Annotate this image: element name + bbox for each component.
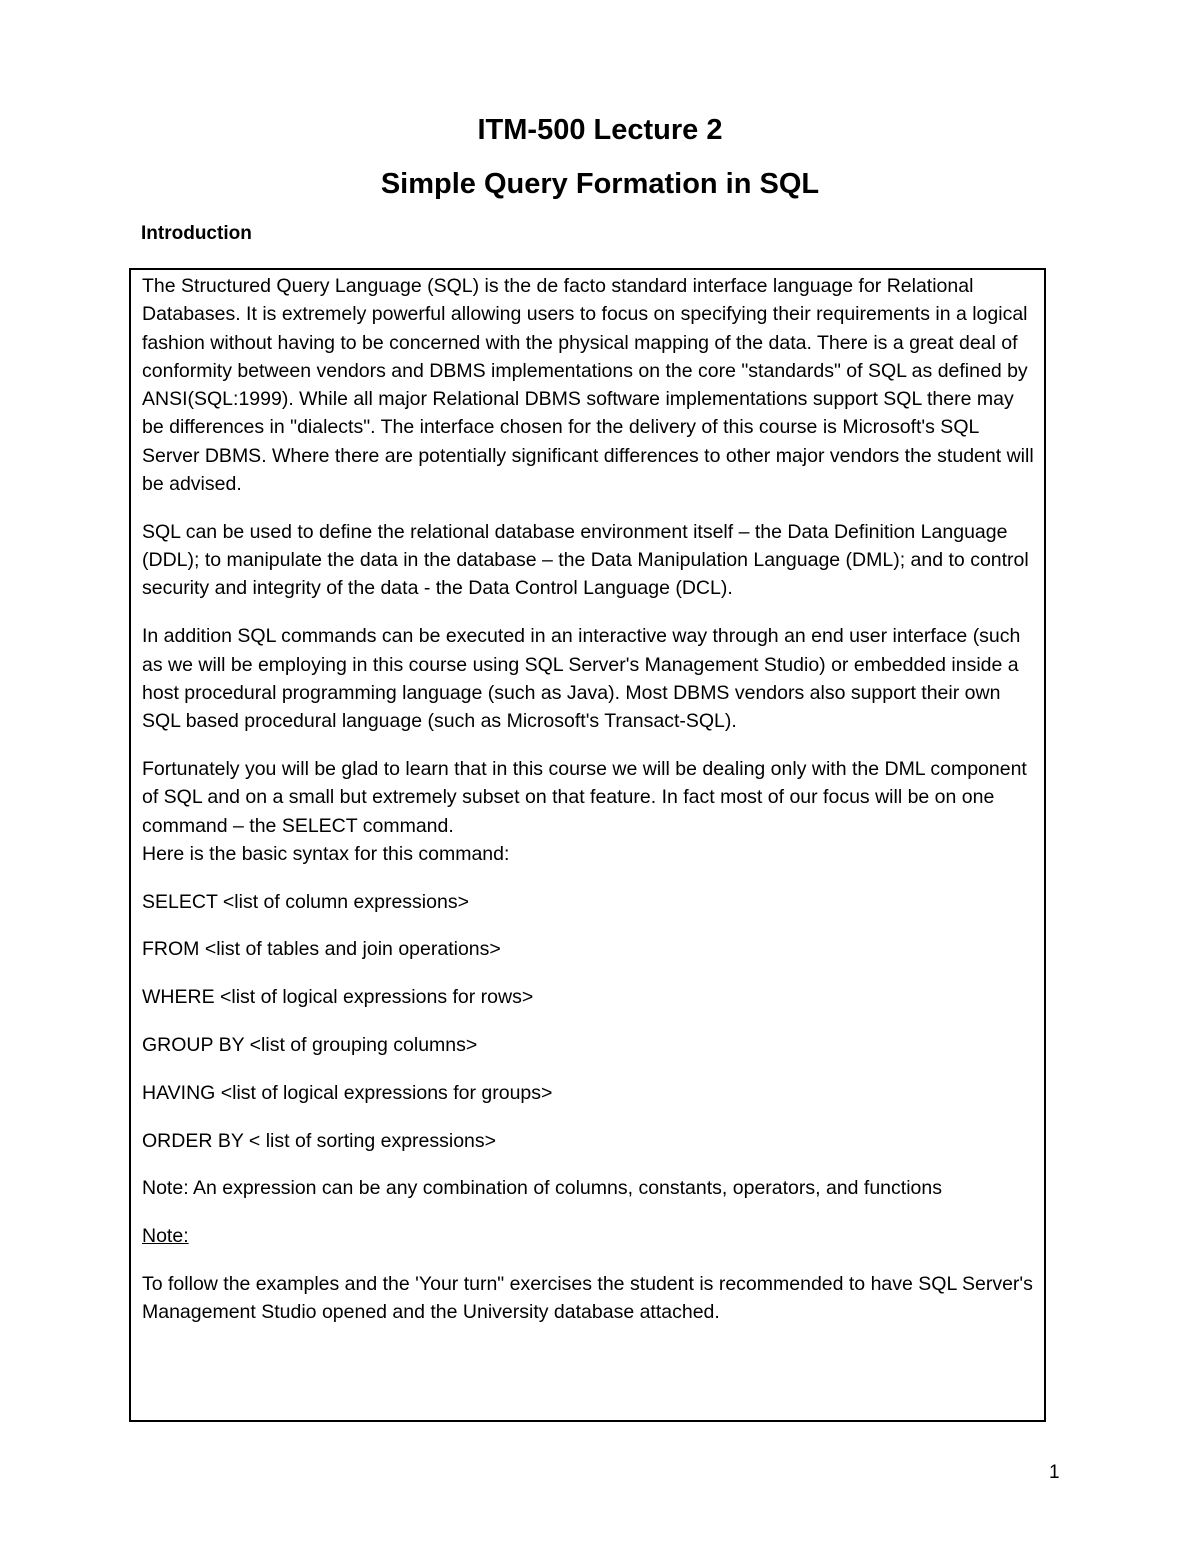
syntax-where: WHERE <list of logical expressions for rows> <box>142 986 534 1009</box>
page-number: 1 <box>1049 1462 1060 1483</box>
note-label: Note: <box>142 1225 189 1248</box>
content-body <box>142 272 1037 1346</box>
syntax-group-by: GROUP BY <list of grouping columns> <box>142 1034 478 1057</box>
paragraph-course-focus: Fortunately you will be glad to learn that in this course we will be dealing only with the DML component of SQL and on a small but extremely subset on that feature. In fact most of our focus will be on one command – the SELECT command. <box>142 757 1027 837</box>
paragraph-sql-execution: In addition SQL commands can be executed in an interactive way through an end user interface (such as we will be employing in this course using SQL Server's Management Studio) or embedded inside a host procedural programming language (such as Java). Most DBMS vendors also support their own SQL based procedural language (such as Microsoft's Transact-SQL). <box>142 625 1021 733</box>
closing-text: To follow the examples and the 'Your turn" exercises the student is recommended to have SQL Server's Management Studio opened and the University database attached. <box>142 1273 1033 1324</box>
note-label-line <box>142 1222 1037 1250</box>
syntax-order-by: ORDER BY < list of sorting expressions> <box>142 1129 497 1152</box>
document-subtitle: Simple Query Formation in SQL <box>380 168 820 200</box>
syntax-from: FROM <list of tables and join operations> <box>142 938 501 961</box>
syntax-having: HAVING <list of logical expressions for groups> <box>142 1081 553 1104</box>
paragraph-syntax-intro: Here is the basic syntax for this command: <box>142 842 510 865</box>
section-heading: Introduction <box>141 223 252 244</box>
content-box <box>129 268 1046 1422</box>
paragraph-sql-intro: The Structured Query Language (SQL) is the de facto standard interface language for Relational Databases. It is extremely powerful allowing users to focus on specifying their requirements in a logical fashion without having to be concerned with the physical mapping of the data. There is a great deal of conformity between vendors and DBMS implementations on the core "standards" of SQL as defined by ANSI(SQL:1999). While all major Relational DBMS software implementations support SQL there may be differences in "dialects". The interface chosen for the delivery of this course is Microsoft's SQL Server DBMS. Where there are potentially significant differences to other major vendors the student will be advised. <box>142 275 1034 496</box>
syntax-select: SELECT <list of column expressions> <box>142 890 469 913</box>
paragraph-sql-uses: SQL can be used to define the relational database environment itself – the Data Definition Language (DDL); to manipulate the data in the database – the Data Manipulation Language (DML); and to control security and integrity of the data - the Data Control Language (DCL). <box>142 520 1029 600</box>
document-title: ITM-500 Lecture 2 <box>477 114 723 146</box>
expression-note: Note: An expression can be any combination of columns, constants, operators, and functions <box>142 1177 942 1200</box>
